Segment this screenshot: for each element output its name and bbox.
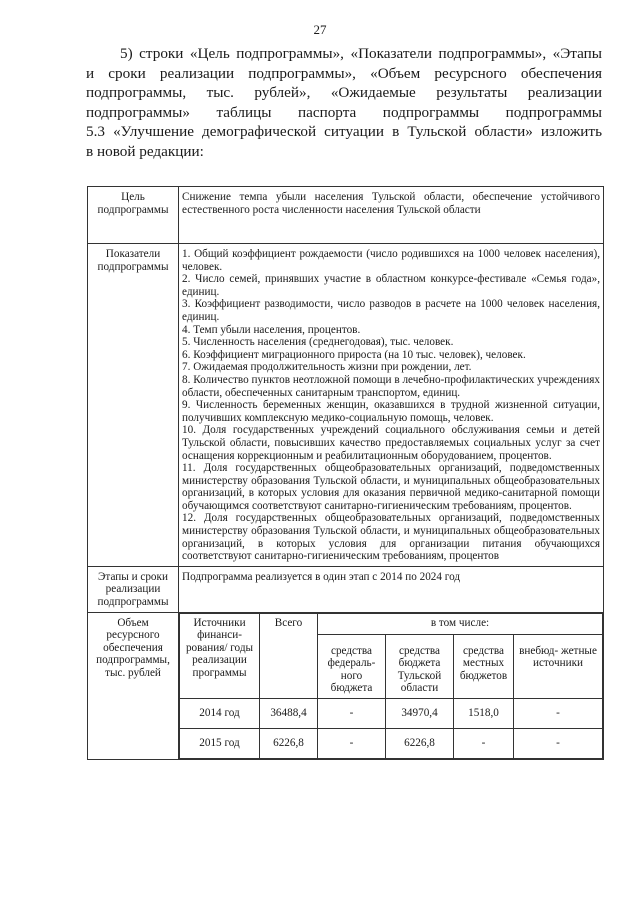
funding-year-row (180, 699, 603, 729)
indicator-item: 12. Доля государственных общеобразовательных организаций, подведомственных министерству образования Тульской области, и муниципальных общеобразовательных организаций, в которых условия для организации питания обучающихся соответствуют санитарно-гигиеническим требованиям, процентов (182, 512, 600, 563)
indicator-item: 4. Темп убыли населения, процентов. (182, 323, 361, 336)
regional-cell: 34970,4 (386, 699, 454, 729)
goal-label: Цель подпрограммы (88, 187, 179, 244)
indicator-item: 3. Коэффициент разводимости, число разводов в расчете на 1000 человек населения, единиц. (182, 298, 600, 323)
goal-row (88, 187, 604, 244)
total-header: Всего (260, 613, 318, 698)
extra-cell: - (514, 699, 603, 729)
total-cell: 36488,4 (260, 699, 318, 729)
indicator-item: 5. Численность населения (среднегодовая), тыс. человек. (182, 336, 454, 349)
indicator-item: 8. Количество пунктов неотложной помощи в лечебно-профилактических учреждениях области, обеспеченных санитарным транспортом, единиц. (182, 373, 600, 399)
sources-header: Источники финанси- рования/ годы реализации программы (180, 613, 260, 698)
funding-cell (179, 612, 604, 759)
stages-row (88, 566, 604, 612)
intro-line: подпрограммы» таблицы паспорта подпрограммы подпрограммы (86, 103, 602, 121)
funding-header-row (180, 613, 603, 634)
indicators-row (88, 244, 604, 567)
page-number: 27 (313, 22, 327, 37)
passport-table (87, 186, 604, 760)
intro-line: и сроки реализации подпрограммы», «Объем ресурсного обеспечения (86, 64, 602, 82)
intro-line: 5.3 «Улучшение демографической ситуации в Тульской области» изложить (86, 123, 602, 141)
extra-cell: - (514, 729, 603, 759)
intro-line: 5) строки «Цель подпрограммы», «Показатели подпрограммы», «Этапы (120, 45, 602, 62)
local-header: средства местных бюджетов (454, 634, 514, 698)
funding-year-row (180, 729, 603, 759)
funding-label: Объем ресурсного обеспечения подпрограммы, тыс. рублей (88, 612, 179, 759)
indicator-item: 7. Ожидаемая продолжительность жизни при рождении, лет. (182, 361, 472, 374)
funding-row (88, 612, 604, 759)
local-cell: 1518,0 (454, 699, 514, 729)
indicators-label: Показатели подпрограммы (88, 244, 179, 567)
intro-line: подпрограммы, тыс. рублей», «Ожидаемые результаты реализации (86, 84, 602, 102)
regional-header: средства бюджета Тульской области (386, 634, 454, 698)
indicator-item: 2. Число семей, принявших участие в областном конкурсе-фестивале «Семья года», единиц. (182, 273, 600, 298)
indicators-list (179, 244, 604, 567)
year-cell: 2015 год (180, 729, 260, 759)
regional-cell: 6226,8 (386, 729, 454, 759)
indicator-item: 9. Численность беременных женщин, оказавшихся в трудной жизненной ситуации, получивших комплексную медико-социальную помощь, человек. (182, 399, 600, 424)
federal-cell: - (318, 699, 386, 729)
year-cell: 2014 год (180, 699, 260, 729)
stages-value: Подпрограмма реализуется в один этап с 2014 по 2024 год (179, 566, 604, 612)
funding-table (179, 613, 603, 759)
indicator-item: 11. Доля государственных общеобразовательных организаций, подведомственных министерству образования Тульской области, и муниципальных общеобразовательных организаций, в которых условия для оказания первичной медико-санитарной помощи обучающимся соответствуют санитарно-гигиеническим требованиям, процентов. (182, 462, 600, 512)
indicator-item: 1. Общий коэффициент рождаемости (число родившихся на 1000 человек населения), человек. (182, 248, 600, 273)
local-cell: - (454, 729, 514, 759)
goal-value: Снижение темпа убыли населения Тульской области, обеспечение устойчивого естественного роста численности населения Тульской области (179, 187, 604, 244)
federal-header: средства федераль- ного бюджета (318, 634, 386, 698)
stages-label: Этапы и сроки реализации подпрограммы (88, 566, 179, 612)
intro-paragraph (86, 44, 602, 162)
extra-header: внебюд- жетные источники (514, 634, 603, 698)
federal-cell: - (318, 729, 386, 759)
indicator-item: 6. Коэффициент миграционного прироста (на 10 тыс. человек), человек. (182, 348, 526, 361)
indicator-item: 10. Доля государственных учреждений социального обслуживания семьи и детей Тульской области, повысивших качество предоставляемых социальных услуг за счет оснащения коррекционным и реабилитационным оборудованием, процентов. (182, 424, 600, 462)
including-header: в том числе: (318, 613, 603, 634)
total-cell: 6226,8 (260, 729, 318, 759)
intro-line: в новой редакции: (86, 142, 204, 160)
